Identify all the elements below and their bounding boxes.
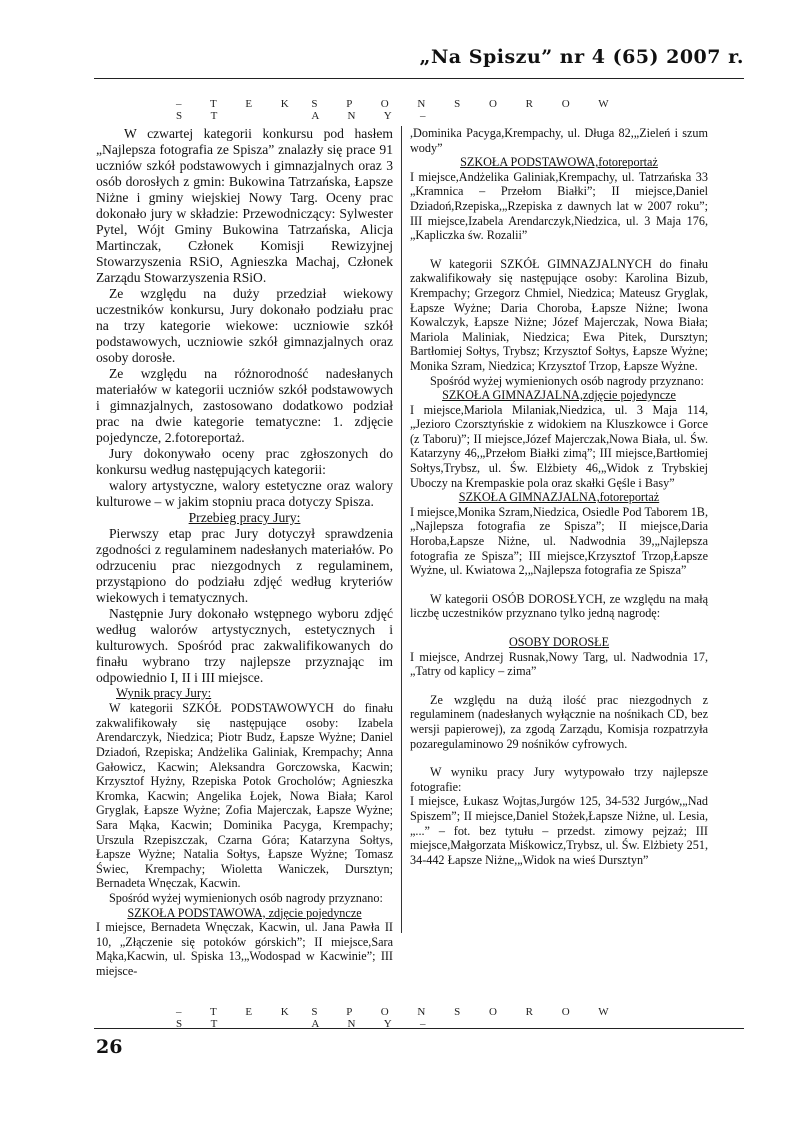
page-number: 26 (96, 1036, 123, 1058)
right-column (410, 126, 708, 867)
sponsor-right-text: S P O N S O R O W A N Y – (311, 98, 622, 122)
header-rule (94, 78, 744, 79)
paragraph: W wyniku pracy Jury wytypowało trzy najlepsze fotografie: (410, 765, 708, 794)
paragraph: walory artystyczne, walory estetyczne oraz walory kulturowe – w jakim stopniu praca dotyczy Spisza. (96, 478, 393, 509)
sponsor-banner-bottom (176, 1006, 624, 1030)
section-heading: Przebieg pracy Jury: (188, 510, 301, 525)
paragraph: I miejsce, Andrzej Rusnak,Nowy Targ, ul. Nadwodnia 17,„Tatry od kaplicy – zima” (410, 649, 708, 679)
section-heading: SZKOŁA GIMNAZJALNA,fotoreportaż (458, 490, 660, 505)
spacer (410, 679, 708, 693)
paragraph: W kategorii SZKÓŁ PODSTAWOWYCH do finału zakwalifikowały się następujące osoby: Izabela Arendarczyk, Niedzica; Piotr Budz, Łapsze Wyżne; Daniel Dziadoń, Rzepiska; Andżelika Galiniak, Krempachy; Anna Gałowicz, Kacwin; Aleksandra Gorczowska, Kacwin; Krzysztof Hyżny, Rzepiska Potok Grocholów; Agnieszka Kromka, Kacwin; Angelika Łojek, Nowa Biała; Karol Gryglak, Łapsze Wyżne; Zofia Majerczak, Łapsze Wyżne; Sara Mąka, Kacwin; Dominika Pacyga, Krempachy; Urszula Rzepiszczak, Czarna Góra; Katarzyna Sołtys, Łapsze Wyżne; Natalia Sołtys, Łapsze Wyżne; Tomasz Świec, Krempachy; Wioletta Waniczek, Dursztyn; Bernadeta Wnęczak, Kacwin. (96, 701, 393, 891)
left-column (96, 126, 393, 978)
paragraph: I miejsce,Mariola Milaniak,Niedzica, ul. 3 Maja 114,„Jezioro Czorsztyńskie z widokiem na Kluszkowce i Gorce (z Taboru)”; II miejsce,Józef Majerczak,Nowa Biała, ul. Św. Katarzyny 46,„Przełom Białki zimą”; III miejsce,Bartłomiej Sołtys,Trybsz, ul. Św. Elżbiety 46,„Widok z Trybskiej Uboczy na Krempaskie pola oraz skałki Gęśle i Basy” (410, 402, 708, 490)
paragraph: I miejsce, Bernadeta Wnęczak, Kacwin, ul. Jana Pawła II 10, „Złączenie się potoków górskich”; II miejsce,Sara Mąka,Kacwin, ul. Spiska 13,„Wodospad w Kacwinie”; III miejsce- (96, 920, 393, 978)
sponsor-right-text: S P O N S O R O W A N Y – (311, 1006, 622, 1030)
paragraph: W czwartej kategorii konkursu pod hasłem „Najlepsza fotografia ze Spisza” znalazły się prace 91 uczniów szkół podstawowych i gimnazjalnych oraz 3 osób dorosłych z gmin: Bukowina Tatrzańska, Łapsze Niżne i gminy wiejskiej Nowy Targ. Oceny prac dokonało jury w składzie: Przewodniczący: Sylwester Pytel, Wójt Gminy Bukowina Tatrzańska, Alicja Martinczak, Członek Komisji Rewizyjnej Stowarzyszenia RSiO, Agnieszka Machaj, Członek Zarządu Stowarzyszenia RSiO. (96, 126, 393, 285)
paragraph: Spośród wyżej wymienionych osób nagrody przyznano: (109, 890, 383, 905)
paragraph: Ze względu na dużą ilość prac niezgodnych z regulaminem (nadesłanych wyłącznie na nośnikach CD, bez wersji papierowej), za zgodą Zarządu, Komisja rozpatrzyła pozaregulaminowo 29 nośników cyfrowych. (410, 692, 708, 751)
sponsor-banner-top (176, 98, 624, 122)
section-heading: SZKOŁA PODSTAWOWA,fotoreportaż (460, 155, 658, 170)
paragraph: I miejsce,Andżelika Galiniak,Krempachy, ul. Tatrzańska 33 „Kramnica – Przełom Białki”; II miejsce,Daniel Dziadoń,Rzepiska,„Rzepiska z dawnych lat w 2007 roku”; III miejsce,Izabela Arendarczyk,Niedzica, ul. 3 Maja 176,„Kapliczka św. Rozalii” (410, 169, 708, 243)
sponsor-left-text: – T E K S T (176, 1006, 302, 1030)
paragraph: I miejsce, Łukasz Wojtas,Jurgów 125, 34-532 Jurgów,„Nad Spiszem”; II miejsce,Daniel Stożek,Łapsze Niżne, ul. Lesia,„...” – fot. bez tytułu – przedst. zimowy pejzaż; III miejsce,Małgorzata Miśkowicz,Trybsz, ul. Św. Elżbiety 251, 34-442 Łapsze Niżne,„Widok na wieś Dursztyn” (410, 794, 708, 867)
sponsor-left-text: – T E K S T (176, 98, 302, 122)
paragraph: Ze względu na duży przedział wiekowy uczestników konkursu, Jury dokonało podziału prac na trzy kategorie wiekowe: uczniowie szkół podstawowych, uczniowie szkół gimnazjalnych oraz osoby dorosłe. (96, 286, 393, 365)
section-heading: SZKOŁA GIMNAZJALNA,zdjęcie pojedyncze (442, 388, 676, 403)
spacer (410, 751, 708, 765)
footer-rule (94, 1028, 744, 1029)
paragraph: Następnie Jury dokonało wstępnego wyboru zdjęć według walorów artystycznych, estetycznych i kulturowych. Spośród prac zakwalifikowanych do finału wybrano trzy najlepsze przyznając im odpowiednio I, II i III miejsce. (96, 606, 393, 685)
column-divider (401, 126, 402, 933)
section-heading: OSOBY DOROSŁE (508, 635, 610, 649)
spacer (410, 578, 708, 592)
paragraph: Ze względu na różnorodność nadesłanych materiałów w kategorii uczniów szkół podstawowych i gimnazjalnych, zastosowano dodatkowo podział prac na dwie kategorie tematyczne: 1. zdjęcie pojedyncze, 2.fotoreportaż. (96, 366, 393, 445)
masthead-title: „Na Spiszu” nr 4 (65) 2007 r. (419, 46, 744, 68)
paragraph: W kategorii SZKÓŁ GIMNAZJALNYCH do finału zakwalifikowały się następujące osoby: Karolina Bizub, Krempachy; Grzegorz Chmiel, Niedzica; Mateusz Gryglak, Łapsze Wyżne; Daria Choroba, Łapsze Niżne; Iwona Kowalczyk, Łapsze Niżne; Józef Majerczak, Nowa Biała; Mariola Maliniak, Niedzica; Ewa Pitek, Dursztyn; Bartłomiej Sołtys, Trybsz; Krzysztof Sołtys, Łapsze Wyżne; Monika Szram, Niedzica; Krzysztof Trzop, Łapsze Wyżne. (410, 256, 708, 373)
section-heading: Wynik pracy Jury: (116, 686, 212, 700)
spacer (410, 243, 708, 257)
paragraph: I miejsce,Monika Szram,Niedzica, Osiedle Pod Taborem 1B,„Najlepsza fotografia ze Spisza”; II miejsce,Daria Horoba,Łapsze Niżne, ul. Nadwodnia 39,„Najlepsza fotografia ze Spisza”; III miejsce,Krzysztof Trzop,Łapsze Wyżne, ul. Kwiatowa 2,„Najlepsza fotografia ze Spisza” (410, 504, 708, 578)
paragraph: ,Dominika Pacyga,Krempachy, ul. Długa 82,„Zieleń i szum wody” (410, 126, 708, 155)
paragraph: W kategorii OSÓB DOROSŁYCH, ze względu na małą liczbę uczestników przyznano tylko jedną nagrodę: (410, 591, 708, 621)
spacer (410, 621, 708, 635)
section-heading: SZKOŁA PODSTAWOWA, zdjęcie pojedyncze (127, 905, 362, 920)
paragraph: Pierwszy etap prac Jury dotyczył sprawdzenia zgodności z regulaminem nadesłanych materiałów. Po odrzuceniu prac niezgodnych z regulaminem, przystąpiono do podziału zdjęć według kryteriów wiekowych i tematycznych. (96, 526, 393, 605)
paragraph: Jury dokonywało oceny prac zgłoszonych do konkursu według następujących kategorii: (96, 446, 393, 477)
paragraph: Spośród wyżej wymienionych osób nagrody przyznano: (430, 373, 704, 388)
